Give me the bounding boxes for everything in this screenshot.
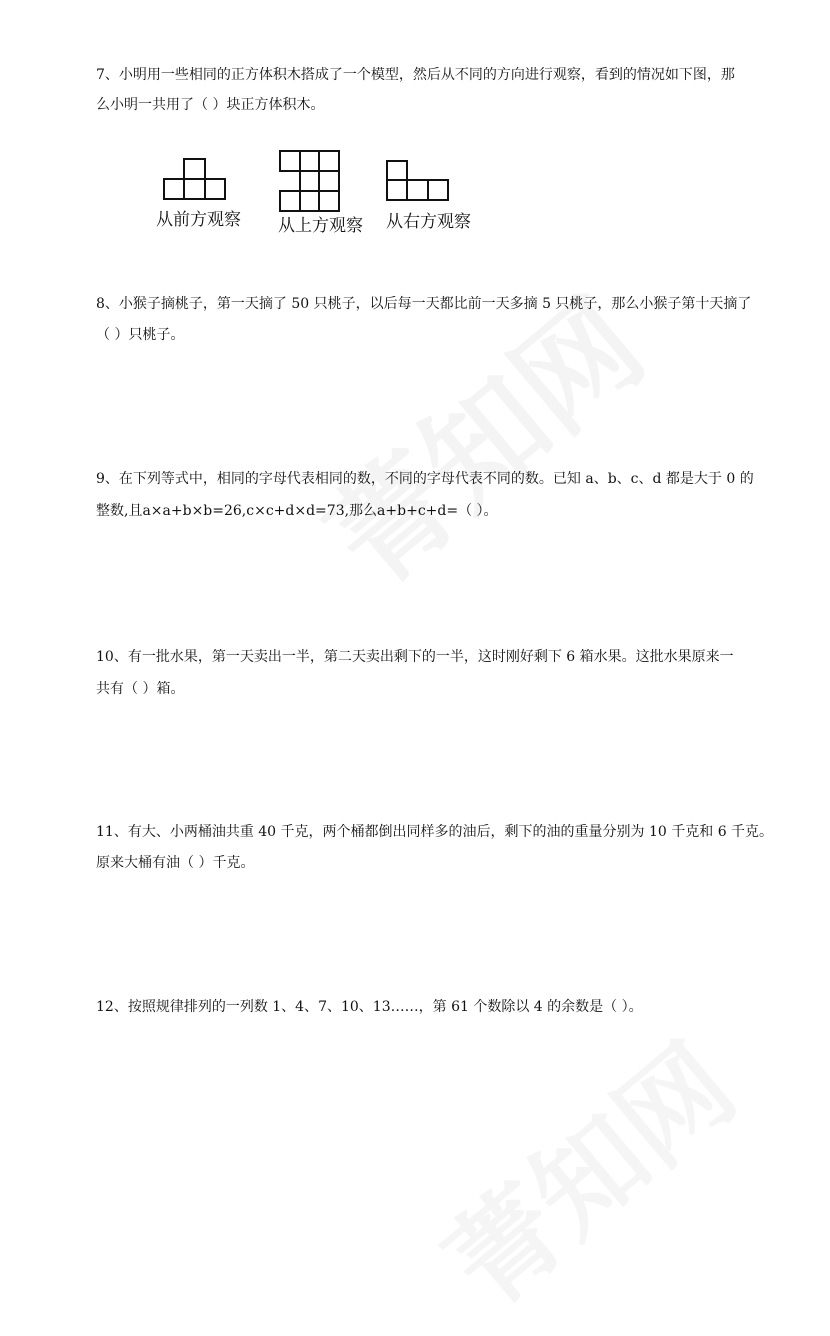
front-view-caption: 从前方观察	[156, 210, 241, 230]
cube-square	[300, 151, 319, 171]
q11-line-2: 原来大桶有油（ ）千克。	[96, 855, 255, 871]
q9-line-2: 整数,且a×a+b×b=26,c×c+d×d=73,那么a+b+c+d=（ ）。	[96, 503, 498, 519]
cube-square	[164, 179, 184, 199]
cube-square	[184, 179, 205, 199]
top-view-figure	[279, 150, 341, 214]
top-view-caption: 从上方观察	[278, 216, 363, 236]
cube-square	[387, 180, 407, 200]
cube-square	[319, 171, 339, 191]
cube-square	[407, 180, 428, 200]
q11-line-1: 11、有大、小两桶油共重 40 千克，两个桶都倒出同样多的油后，剩下的油的重量分别为 10 千克和 6 千克。	[96, 824, 774, 840]
cube-square	[319, 151, 339, 171]
q9-line-1: 9、在下列等式中，相同的字母代表相同的数，不同的字母代表不同的数。已知 a、b、c、d 都是大于 0 的	[96, 471, 754, 487]
cube-square	[319, 191, 339, 211]
cube-square	[300, 191, 319, 211]
q12-line-1: 12、按照规律排列的一列数 1、4、7、10、13……，第 61 个数除以 4 的余数是（ ）。	[96, 999, 643, 1015]
q10-line-1: 10、有一批水果，第一天卖出一半，第二天卖出剩下的一半，这时刚好剩下 6 箱水果。这批水果原来一	[96, 649, 734, 665]
right-view-caption: 从右方观察	[386, 212, 471, 232]
cube-square	[205, 179, 225, 199]
cube-square	[300, 171, 319, 191]
cube-square	[280, 191, 300, 211]
q7-line-1: 7、小明用一些相同的正方体积木搭成了一个模型，然后从不同的方向进行观察，看到的情况如下图，那	[96, 67, 735, 83]
q7-line-2: 么小明一共用了（ ）块正方体积木。	[96, 97, 325, 113]
right-view-figure	[386, 160, 450, 202]
cube-square	[184, 159, 205, 179]
cube-square	[387, 161, 407, 180]
cube-square	[280, 151, 300, 171]
q10-line-2: 共有（ ）箱。	[96, 681, 185, 697]
watermark	[408, 1002, 762, 1335]
front-view-figure	[163, 158, 227, 202]
q8-line-2: （ ）只桃子。	[96, 327, 185, 343]
q8-line-1: 8、小猴子摘桃子，第一天摘了 50 只桃子，以后每一天都比前一天多摘 5 只桃子，那么小猴子第十天摘了	[96, 296, 752, 312]
cube-square	[428, 180, 448, 200]
